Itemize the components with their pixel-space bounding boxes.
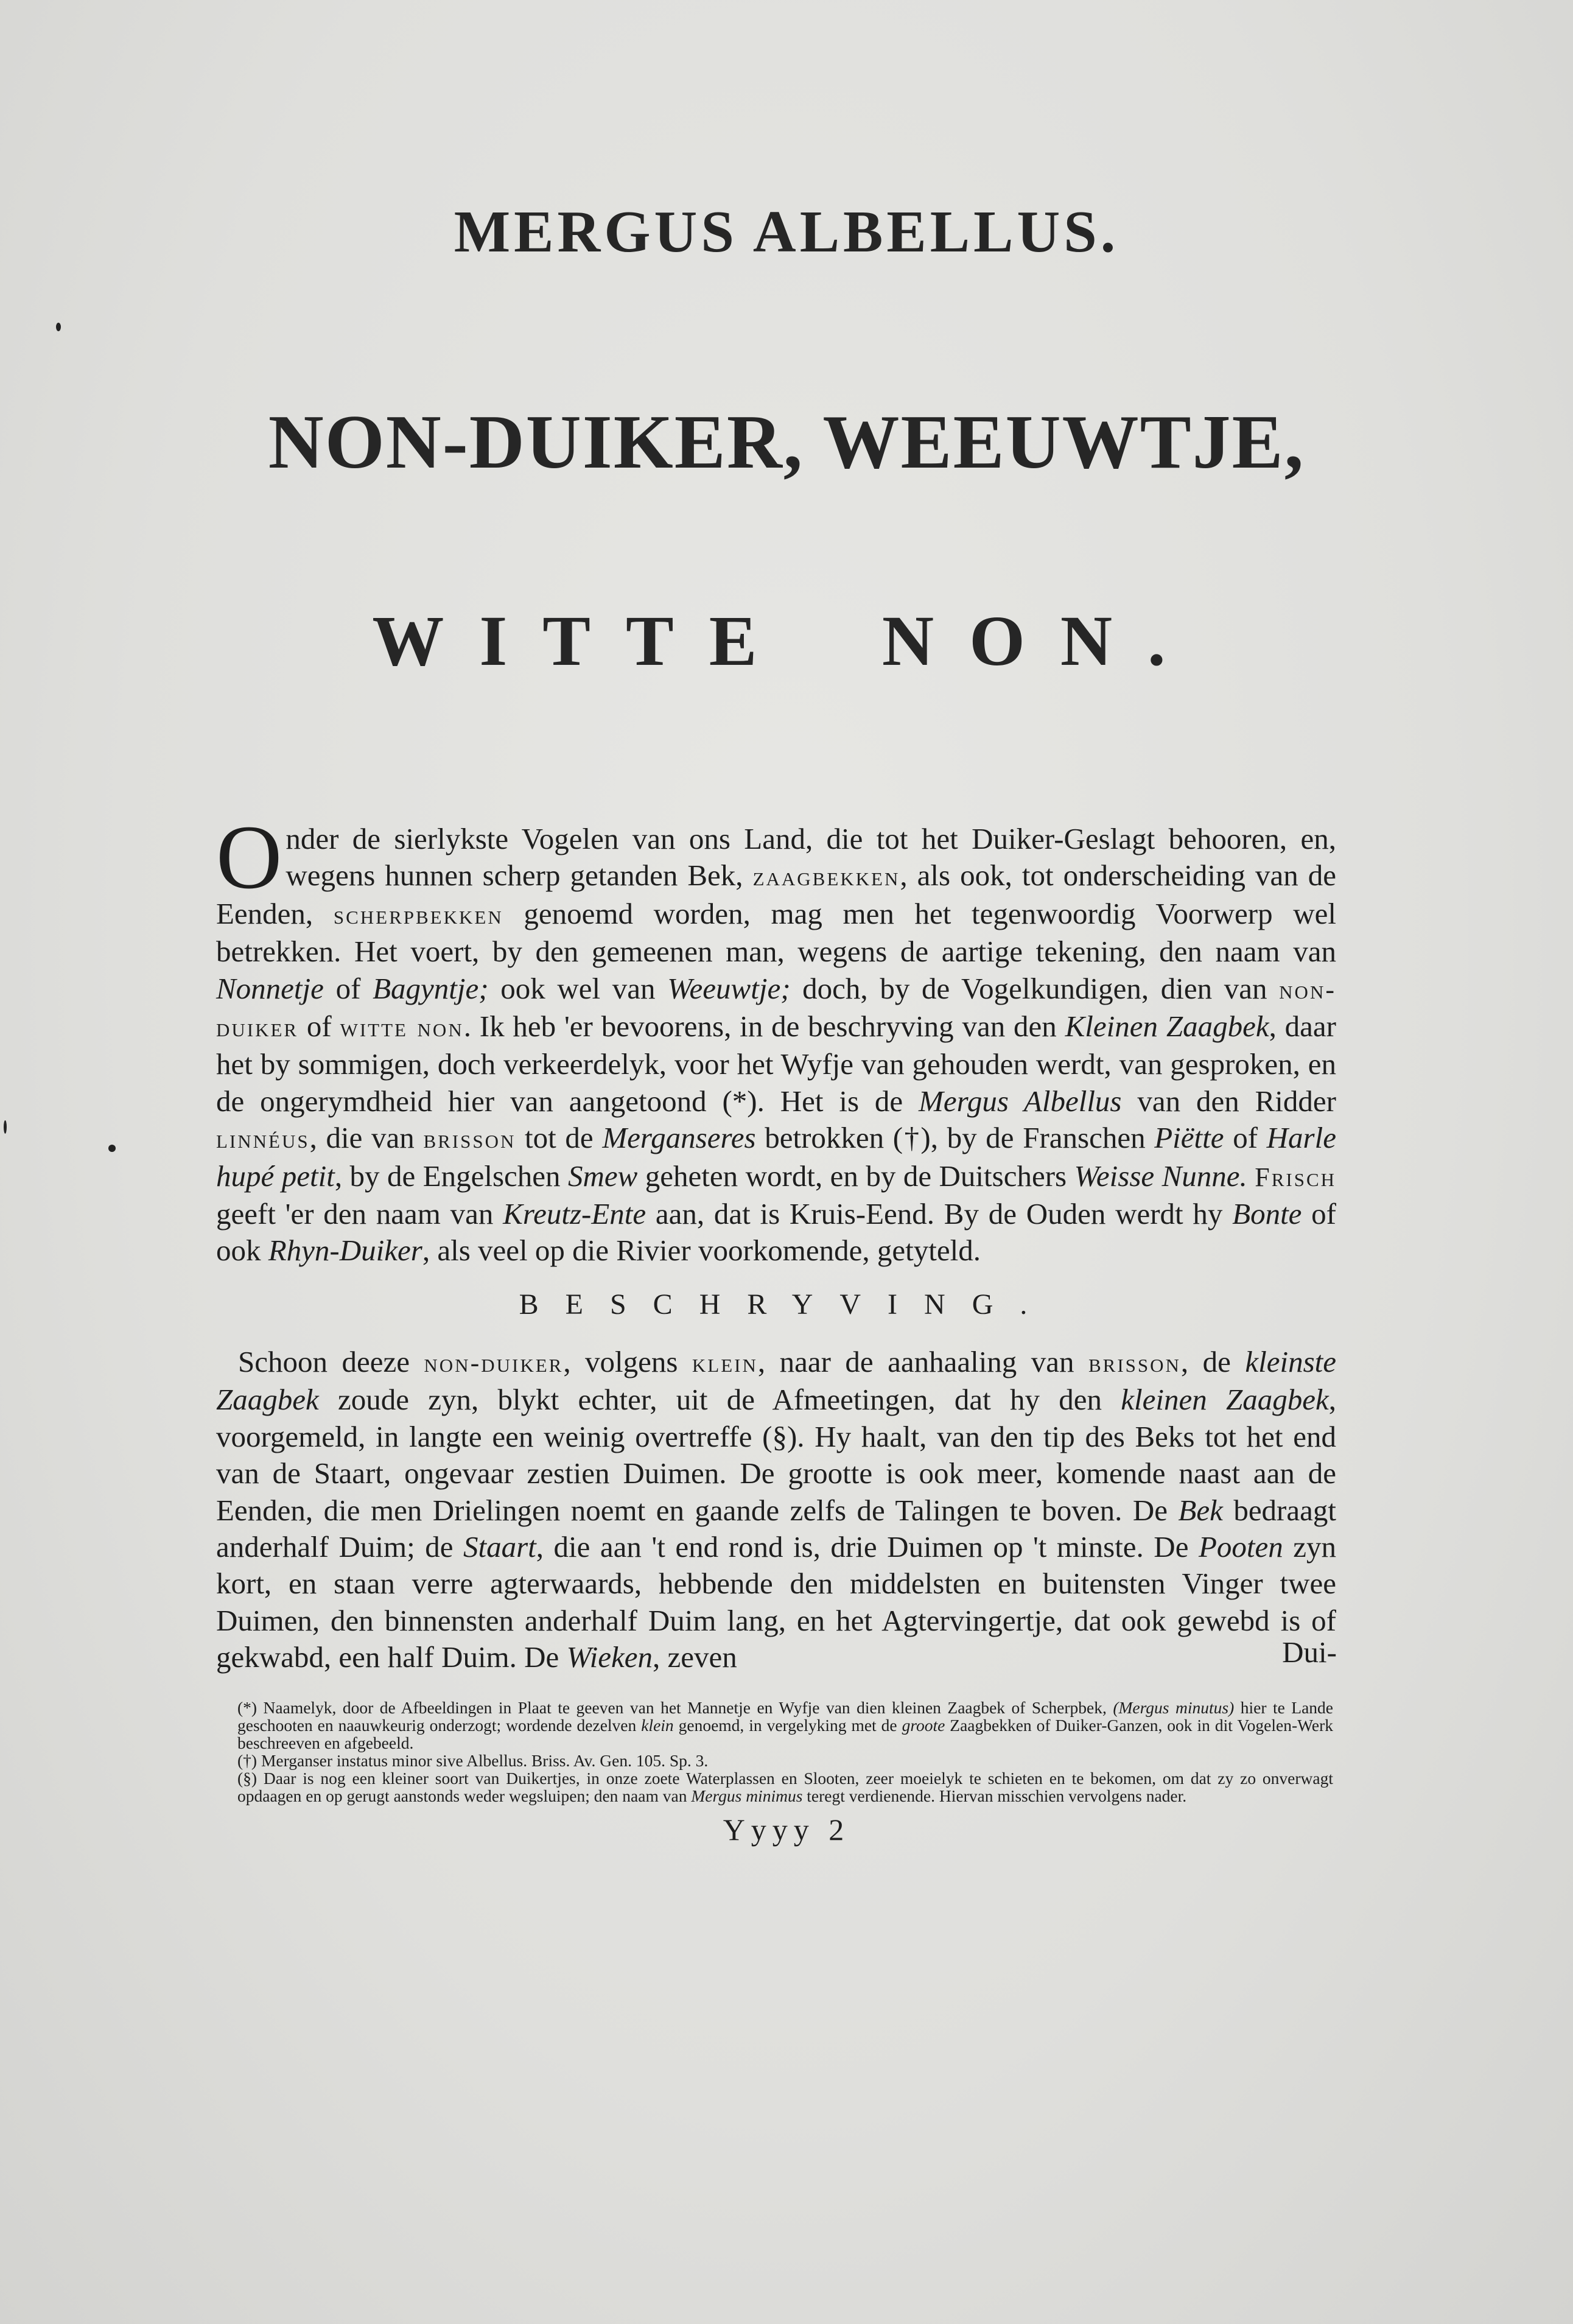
intro-paragraph: Onder de sierlykste Vogelen van ons Land, die tot het Duiker-Geslagt behooren, en, wegens hunnen scherp getanden Bek, zaagbekken, als ook, tot onderscheiding van de Eenden, scherpbekken genoemd worden, mag men het tegenwoordig Voorwerp wel betrekken. Het voert, by den gemeenen man, wegens de aartige tekening, den naam van Nonnetje of Bagyntje; ook wel van Weeuwtje; doch, by de Vogelkundigen, dien van non-duiker of witte non. Ik heb 'er bevoorens, in de beschryving van den Kleinen Zaagbek, daar het by sommigen, doch verkeerdelyk, voor het Wyfje van gehouden werdt, van gesproken, en de ongerymdheid hier van aangetoond (*). Het is de Mergus Albellus van den Ridder linnéus, die van brisson tot de Merganseres betrokken (†), by de Franschen Piëtte of Harle hupé petit, by de Engelschen Smew geheten wordt, en by de Duitschers Weisse Nunne. Frisch geeft 'er den naam van Kreutz-Ente aan, dat is Kruis-Eend. By de Ouden werdt hy Bonte of ook Rhyn-Duiker, als veel op die Rivier voorkomende, getyteld. bbox=[216, 807, 1337, 1268]
footnote-2: (†) Merganser instatus minor sive Albellus. Briss. Av. Gen. 105. Sp. 3. bbox=[237, 1751, 709, 1770]
description-paragraph: Schoon deeze non-duiker, volgens klein, naar de aanhaaling van brisson, de kleinste Zaagbek zoude zyn, blykt echter, uit de Afmeetingen, dat hy den kleinen Zaagbek, voorgemeld, in langte een weinig overtreffe (§). Hy haalt, van den tip des Beks tot het end van de Staart, ongevaar zestien Duimen. De grootte is ook meer, komende naast aan de Eenden, die men Drielingen noemt en gaande zelfs de Talingen te boven. De Bek bedraagt anderhalf Duim; de Staart, die aan 't end rond is, drie Duimen op 't minste. De Pooten zyn kort, en staan verre agterwaards, hebbende den middelsten en buitensten Vinger twee Duimen, den binnensten anderhalf Duim lang, en het Agtervingertje, dat ook gewebd is of gekwabd, een half Duim. De Wieken, zeven bbox=[216, 1345, 1337, 1674]
signature-mark: Yyyy 2 bbox=[723, 1813, 850, 1847]
common-names-title: NON-DUIKER, WEEUWTJE, bbox=[268, 400, 1305, 485]
footnote-3: (§) Daar is nog een kleiner soort van Duikertjes, in onze zoete Waterplassen en Slooten, zeer moeielyk te schieten en te bekomen, om dat zy zo onverwagt opdaagen en op gerugt aanstonds weder wegsluipen; den naam van Mergus minimus teregt verdienende. Hiervan misschien vervolgens nader. bbox=[237, 1769, 1333, 1805]
footnotes bbox=[237, 1699, 1333, 1805]
latin-title: MERGUS ALBELLUS. bbox=[454, 199, 1119, 265]
ink-speck bbox=[4, 1120, 7, 1134]
witte-non-title: WITTE NON. bbox=[372, 601, 1201, 681]
section-heading: BESCHRYVING. bbox=[519, 1288, 1054, 1321]
ink-speck bbox=[108, 1145, 116, 1152]
footnote-1: (*) Naamelyk, door de Afbeeldingen in Plaat te geeven van het Mannetje en Wyfje van dien kleinen Zaagbek of Scherpbek, (Mergus minutus) hier te Lande geschooten en naauwkeurig onderzogt; wordende dezelven klein genoemd, in vergelyking met de groote Zaagbekken of Duiker-Ganzen, ook in dit Vogelen-Werk beschreeven en afgebeeld. bbox=[237, 1698, 1334, 1752]
ink-speck bbox=[56, 323, 61, 331]
catchword: Dui- bbox=[1282, 1635, 1337, 1669]
